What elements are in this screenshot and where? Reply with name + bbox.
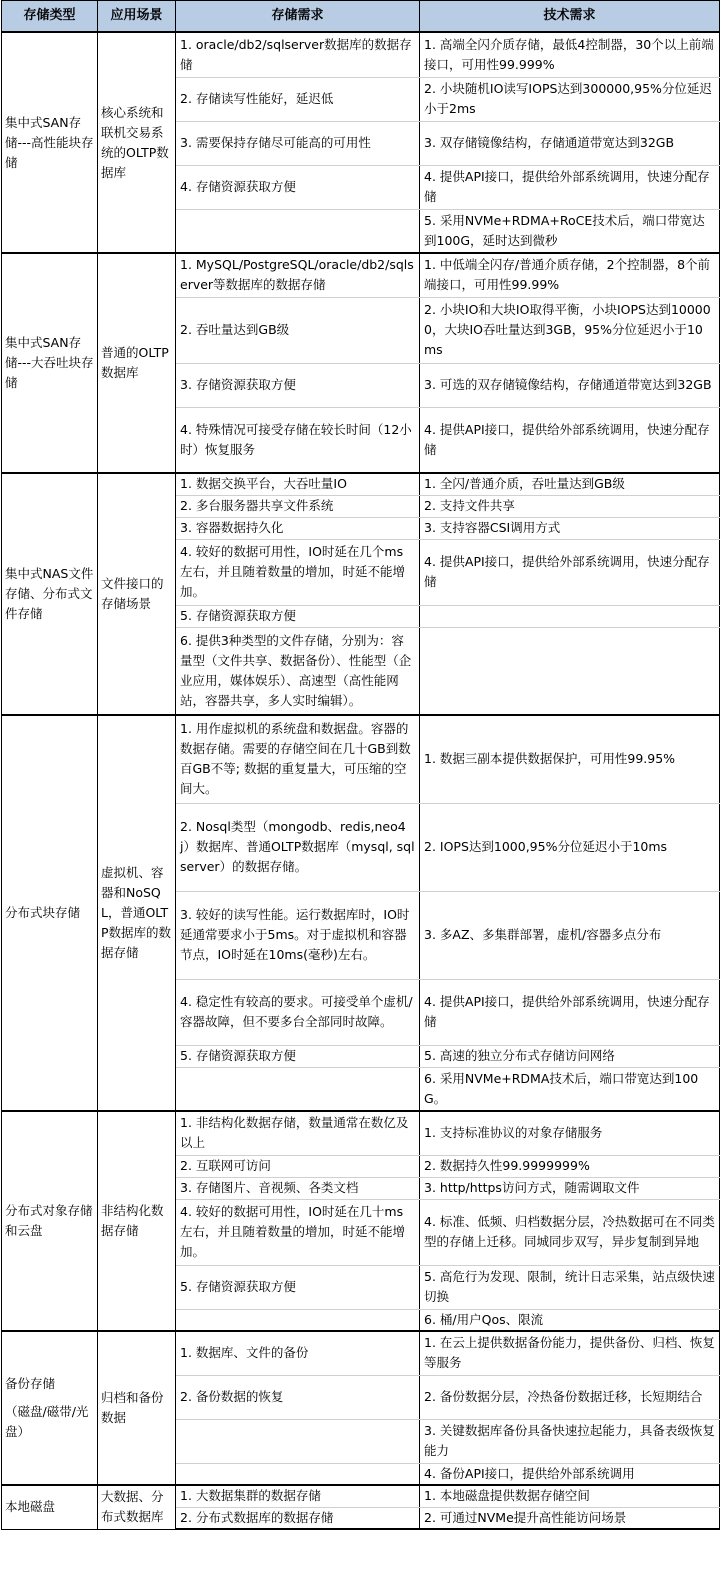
table-row	[2, 715, 720, 803]
storage-type-line: 备份存储	[5, 1376, 56, 1391]
storage-requirement-cell: 2. 分布式数据库的数据存储	[176, 1507, 420, 1529]
technical-requirement-cell: 1. 本地磁盘提供数据存储空间	[420, 1485, 720, 1507]
technical-requirement-cell: 6. 桶/用户Qos、限流	[420, 1309, 720, 1331]
storage-requirement-cell: 2. 吞吐量达到GB级	[176, 297, 420, 363]
table-header-row	[2, 1, 720, 33]
technical-requirement-cell: 5. 高速的独立分布式存储访问网络	[420, 1045, 720, 1067]
application-scene-cell: 大数据、分布式数据库	[98, 1485, 176, 1529]
technical-requirement-cell: 4. 提供API接口，提供给外部系统调用，快速分配存储	[420, 539, 720, 605]
technical-requirement-cell: 6. 采用NVMe+RDMA技术后，端口带宽达到100G。	[420, 1067, 720, 1111]
storage-requirement-cell: 1. 非结构化数据存储，数量通常在数亿及以上	[176, 1111, 420, 1155]
application-scene-cell: 普通的OLTP数据库	[98, 253, 176, 473]
storage-requirement-cell: 2. 备份数据的恢复	[176, 1375, 420, 1419]
table-row	[2, 1111, 720, 1155]
technical-requirement-cell: 2. 备份数据分层，冷热备份数据迁移，长短期结合	[420, 1375, 720, 1419]
storage-requirement-cell: 1. 用作虚拟机的系统盘和数据盘。容器的数据存储。需要的存储空间在几十GB到数百GB不等; 数据的重复量大，可压缩的空间大。	[176, 715, 420, 803]
technical-requirement-cell: 2. 小块IO和大块IO取得平衡，小块IOPS达到100000，大块IO吞吐量达到3GB，95%分位延迟小于10ms	[420, 297, 720, 363]
technical-requirement-cell: 3. 多AZ、多集群部署，虚机/容器多点分布	[420, 891, 720, 979]
application-scene-cell: 虚拟机、容器和NoSQL，普通OLTP数据库的数据存储	[98, 715, 176, 1111]
table-row	[2, 1331, 720, 1375]
storage-requirement-cell: 1. 大数据集群的数据存储	[176, 1485, 420, 1507]
storage-requirement-cell	[176, 1419, 420, 1463]
technical-requirement-cell: 3. 双存储镜像结构，存储通道带宽达到32GB	[420, 121, 720, 165]
technical-requirement-cell: 5. 高危行为发现、限制，统计日志采集，站点级快速切换	[420, 1265, 720, 1309]
header-technical-requirement: 技术需求	[420, 1, 720, 33]
storage-requirement-cell: 4. 特殊情况可接受存储在较长时间（12小时）恢复服务	[176, 407, 420, 473]
table-row	[2, 1485, 720, 1507]
cell-spacer	[5, 1394, 94, 1402]
storage-requirement-cell	[176, 1067, 420, 1111]
technical-requirement-cell: 3. 支持容器CSI调用方式	[420, 517, 720, 539]
storage-requirement-cell: 3. 存储图片、音视频、各类文档	[176, 1177, 420, 1199]
storage-requirements-table	[1, 0, 720, 1530]
storage-requirement-cell: 5. 存储资源获取方便	[176, 1265, 420, 1309]
storage-requirement-cell: 2. Nosql类型（mongodb、redis,neo4j）数据库、普通OLTP数据库（mysql, sqlserver）的数据存储。	[176, 803, 420, 891]
storage-requirement-cell: 2. 互联网可访问	[176, 1155, 420, 1177]
storage-requirement-cell: 1. oracle/db2/sqlserver数据库的数据存储	[176, 32, 420, 77]
table-row	[2, 473, 720, 495]
storage-requirement-cell: 4. 稳定性有较高的要求。可接受单个虚机/容器故障，但不要多台全部同时故障。	[176, 979, 420, 1045]
storage-type-cell: 分布式块存储	[2, 715, 98, 1111]
application-scene-cell: 文件接口的存储场景	[98, 473, 176, 715]
storage-type-cell: 集中式SAN存储---高性能块存储	[2, 32, 98, 253]
technical-requirement-cell: 5. 采用NVMe+RDMA+RoCE技术后，端口带宽达到100G，延时达到微秒	[420, 209, 720, 253]
storage-type-cell	[2, 1331, 98, 1485]
storage-type-line: （磁盘/磁带/光盘）	[5, 1404, 89, 1439]
technical-requirement-cell: 2. 数据持久性99.9999999%	[420, 1155, 720, 1177]
technical-requirement-cell: 4. 提供API接口，提供给外部系统调用，快速分配存储	[420, 165, 720, 209]
technical-requirement-cell: 3. http/https访问方式，随需调取文件	[420, 1177, 720, 1199]
storage-type-cell: 集中式NAS文件存储、分布式文件存储	[2, 473, 98, 715]
storage-type-cell: 分布式对象存储和云盘	[2, 1111, 98, 1331]
header-application-scene: 应用场景	[98, 1, 176, 33]
storage-type-cell: 本地磁盘	[2, 1485, 98, 1529]
technical-requirement-cell: 3. 关键数据库备份具备快速拉起能力，具备表级恢复能力	[420, 1419, 720, 1463]
technical-requirement-cell: 1. 全闪/普通介质，吞吐量达到GB级	[420, 473, 720, 495]
technical-requirement-cell: 2. 支持文件共享	[420, 495, 720, 517]
technical-requirement-cell: 2. IOPS达到1000,95%分位延迟小于10ms	[420, 803, 720, 891]
storage-requirement-cell: 3. 较好的读写性能。运行数据库时，IO时延通常要求小于5ms。对于虚拟机和容器节点，IO时延在10ms(毫秒)左右。	[176, 891, 420, 979]
storage-requirement-cell: 1. MySQL/PostgreSQL/oracle/db2/sqlserver等数据库的数据存储	[176, 253, 420, 297]
storage-requirement-cell: 1. 数据库、文件的备份	[176, 1331, 420, 1375]
table-row	[2, 32, 720, 77]
storage-type-cell: 集中式SAN存储---大吞吐块存储	[2, 253, 98, 473]
technical-requirement-cell: 2. 小块随机IO读写IOPS达到300000,95%分位延迟小于2ms	[420, 77, 720, 121]
storage-requirement-cell	[176, 1463, 420, 1485]
storage-requirement-cell: 2. 存储读写性能好，延迟低	[176, 77, 420, 121]
application-scene-cell: 归档和备份数据	[98, 1331, 176, 1485]
storage-requirement-cell: 3. 存储资源获取方便	[176, 363, 420, 407]
technical-requirement-cell: 1. 在云上提供数据备份能力，提供备份、归档、恢复等服务	[420, 1331, 720, 1375]
storage-requirement-cell	[176, 1309, 420, 1331]
header-storage-requirement: 存储需求	[176, 1, 420, 33]
storage-requirement-cell: 5. 存储资源获取方便	[176, 605, 420, 627]
table-row	[2, 253, 720, 297]
storage-requirement-cell: 4. 存储资源获取方便	[176, 165, 420, 209]
header-storage-type: 存储类型	[2, 1, 98, 33]
technical-requirement-cell: 4. 标准、低频、归档数据分层，冷热数据可在不同类型的存储上迁移。同城同步双写，异步复制到异地	[420, 1199, 720, 1265]
technical-requirement-cell: 1. 高端全闪介质存储，最低4控制器，30个以上前端接口，可用性99.999%	[420, 32, 720, 77]
technical-requirement-cell: 4. 提供API接口，提供给外部系统调用，快速分配存储	[420, 979, 720, 1045]
storage-requirement-cell: 3. 容器数据持久化	[176, 517, 420, 539]
application-scene-cell: 核心系统和联机交易系统的OLTP数据库	[98, 32, 176, 253]
technical-requirement-cell: 2. 可通过NVMe提升高性能访问场景	[420, 1507, 720, 1529]
storage-requirement-cell: 6. 提供3种类型的文件存储，分别为：容量型（文件共享、数据备份）、性能型（企业应用，媒体娱乐）、高速型（高性能网站，容器共享，多人实时编辑）。	[176, 627, 420, 715]
storage-requirement-cell	[176, 209, 420, 253]
technical-requirement-cell: 1. 数据三副本提供数据保护，可用性99.95%	[420, 715, 720, 803]
technical-requirement-cell: 1. 支持标准协议的对象存储服务	[420, 1111, 720, 1155]
technical-requirement-cell	[420, 627, 720, 715]
storage-requirement-cell: 4. 较好的数据可用性，IO时延在几个ms左右，并且随着数量的增加，时延不能增加。	[176, 539, 420, 605]
technical-requirement-cell: 3. 可选的双存储镜像结构，存储通道带宽达到32GB	[420, 363, 720, 407]
storage-requirement-cell: 3. 需要保持存储尽可能高的可用性	[176, 121, 420, 165]
technical-requirement-cell: 4. 备份API接口，提供给外部系统调用	[420, 1463, 720, 1485]
technical-requirement-cell	[420, 605, 720, 627]
storage-requirement-cell: 1. 数据交换平台，大吞吐量IO	[176, 473, 420, 495]
technical-requirement-cell: 4. 提供API接口，提供给外部系统调用，快速分配存储	[420, 407, 720, 473]
storage-requirement-cell: 2. 多台服务器共享文件系统	[176, 495, 420, 517]
storage-requirement-cell: 4. 较好的数据可用性，IO时延在几十ms左右，并且随着数量的增加，时延不能增加。	[176, 1199, 420, 1265]
storage-requirement-cell: 5. 存储资源获取方便	[176, 1045, 420, 1067]
technical-requirement-cell: 1. 中低端全闪存/普通介质存储，2个控制器，8个前端接口，可用性99.99%	[420, 253, 720, 297]
application-scene-cell: 非结构化数据存储	[98, 1111, 176, 1331]
